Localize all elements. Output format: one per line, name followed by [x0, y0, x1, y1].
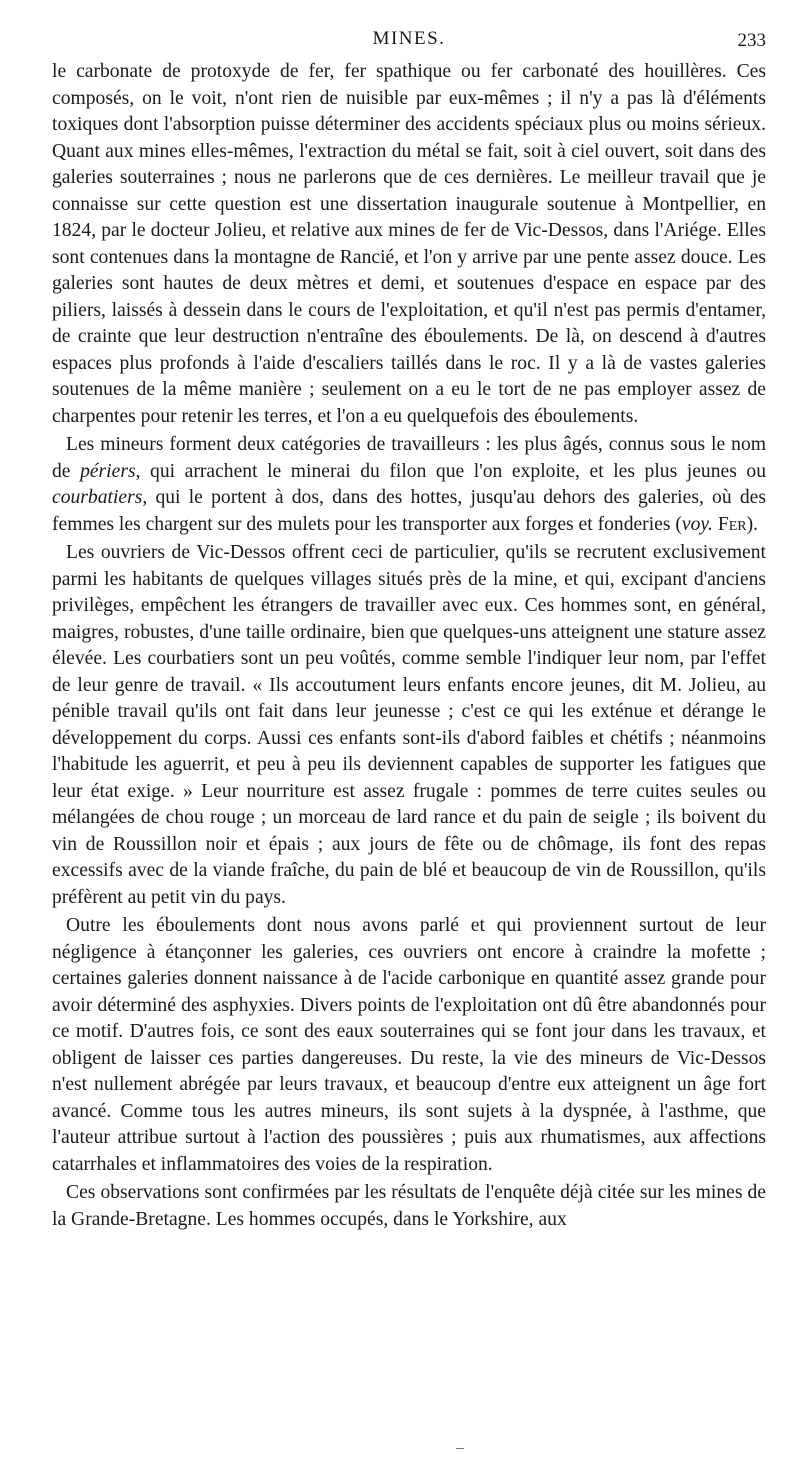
paragraph-2-part-3: , qui le portent à dos, dans des hottes, jusqu'au dehors des galeries, où des femmes les chargent sur des mulets pour les transporter aux forges et fonderies (	[52, 487, 766, 535]
footer-mark	[456, 1448, 464, 1449]
paragraph-5: Ces observations sont confirmées par les résultats de l'enquête déjà citée sur les mines de la Grande-Bretagne. Les hommes occupés, dans le Yorkshire, aux	[52, 1182, 766, 1230]
body-text	[52, 59, 766, 1233]
paragraph-3: Les ouvriers de Vic-Dessos offrent ceci de particulier, qu'ils se recrutent exclusivement parmi les habitants de quelques villages situés près de la mine, et qui, excipant d'anciens privilèges, empêchent les étrangers de travailler avec eux. Ces hommes sont, en général, maigres, robustes, d'une taille ordinaire, bien que quelques-uns atteignent une stature assez élevée. Les courbatiers sont un peu voûtés, comme semble l'indiquer leur nom, par l'effet de leur genre de travail. « Ils accoutument leurs enfants encore jeunes, dit M. Jolieu, au pénible travail qu'ils ont fait dans leur jeunesse ; c'est ce qui les exténue et dérange le développement du corps. Aussi ces enfants sont-ils d'abord faibles et chétifs ; néanmoins l'habitude les aguerrit, et peu à peu ils deviennent capables de supporter les fatigues que leur état exige. » Leur nourriture est assez frugale : pommes de terre cuites seules ou mélangées de chou rouge ; un morceau de lard rance et du pain de seigle ; ils boivent du vin de Roussillon noir et épais ; aux jours de fête ou de chômage, ils font des repas excessifs avec de la viande fraîche, du pain de blé et beaucoup de vin de Roussillon, qu'ils préfèrent au petit vin du pays.	[52, 542, 766, 908]
paragraph-4: Outre les éboulements dont nous avons parlé et qui proviennent surtout de leur négligence à étançonner les galeries, ces ouvriers ont encore à craindre la mofette ; certaines galeries donnent naissance à de l'acide carbonique en quantité assez grande pour avoir déterminé des asphyxies. Divers points de l'exploitation ont dû être abandonnés pour ce motif. D'autres fois, ce sont des eaux souterraines qui se font jour dans les travaux, et obligent de laisser ces parties dangereuses. Du reste, la vie des mineurs de Vic-Dessos n'est nullement abrégée par leurs travaux, et beaucoup d'entre eux atteignent un âge fort avancé. Comme tous les autres mineurs, ils sont sujets à la dyspnée, à l'asthme, que l'auteur attribue surtout à l'action des poussières ; puis aux rhumatismes, aux affections catarrhales et inflammatoires des voies de la respiration.	[52, 915, 766, 1175]
paragraph-2-part-1: Les mineurs forment deux catégories de travailleurs : les plus âgés, connus sous le nom de	[52, 434, 766, 482]
term-periers: périers	[80, 460, 136, 482]
running-head	[52, 28, 766, 52]
page-number: 233	[737, 30, 766, 51]
paragraph-2	[52, 432, 766, 538]
paragraph-1: le carbonate de protoxyde de fer, fer spathique ou fer carbonaté des houillères. Ces composés, on le voit, n'ont rien de nuisible par eux-mêmes ; il n'y a pas là d'éléments toxiques dont l'absorption puisse déterminer des accidents spéciaux plus ou moins sérieux. Quant aux mines elles-mêmes, l'extraction du métal se fait, soit à ciel ouvert, soit dans des galeries souterraines ; nous ne parlerons que de ces dernières. Le meilleur travail que je connaisse sur cette question est une dissertation inaugurale soutenue à Montpellier, en 1824, par le docteur Jolieu, et relative aux mines de fer de Vic-Dessos, dans l'Ariége. Elles sont contenues dans la montagne de Rancié, et l'on y arrive par une pente assez douce. Les galeries sont hautes de deux mètres et demi, et soutenues d'espace en espace par des piliers, laissés à dessein dans le cours de l'exploitation, et qu'il n'est pas permis d'entamer, de crainte que leur destruction n'entraîne des éboulements. De là, on descend à d'autres espaces plus profonds à l'aide d'escaliers taillés dans le roc. Il y a là de vastes galeries soutenues de la même manière ; seulement on a eu le tort de ne pas employer assez de charpentes pour retenir les terres, et l'on a eu quelquefois des éboulements.	[52, 61, 766, 427]
paragraph-2-closing: ).	[746, 513, 759, 535]
term-courbatiers: courbatiers	[52, 487, 143, 508]
voy-abbrev: voy.	[681, 513, 713, 535]
paragraph-2-part-2: , qui arrachent le minerai du filon que l'on exploite, et les plus jeunes ou	[135, 460, 766, 482]
cross-reference-fer: Fer	[717, 513, 747, 535]
running-title: MINES.	[372, 28, 446, 49]
